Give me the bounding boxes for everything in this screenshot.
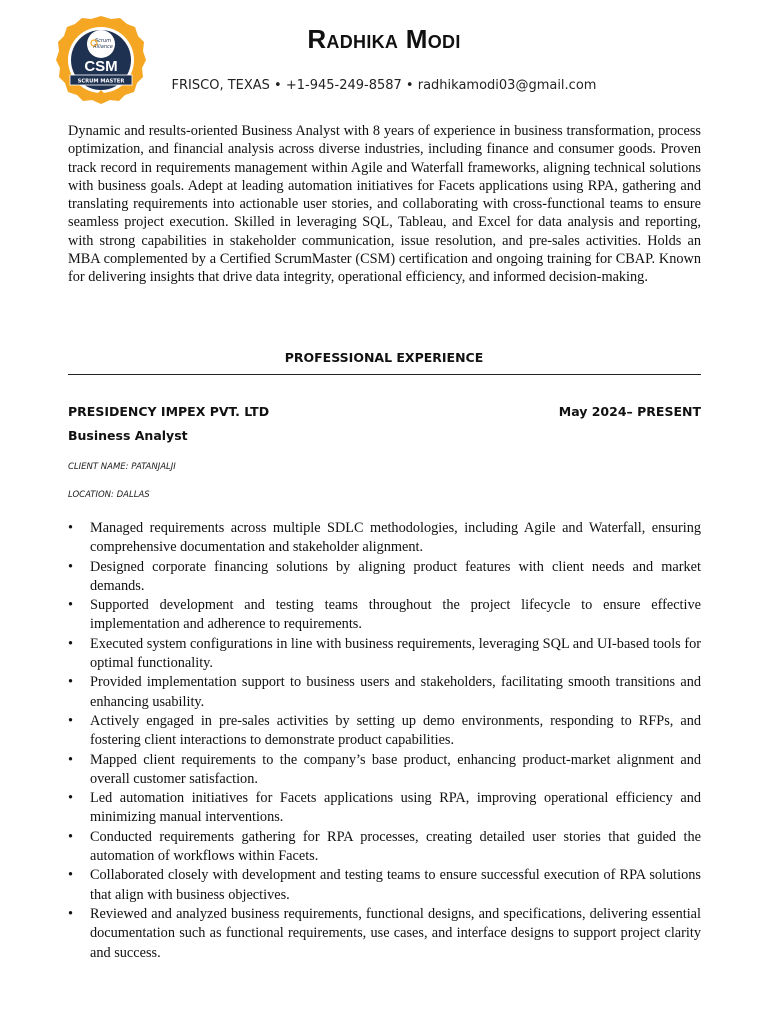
bullet-icon: • bbox=[68, 597, 74, 614]
list-item-text: Actively engaged in pre-sales activities by setting up demo environments, responding to RFPs, and fostering client interactions to demonstrate product capabilities. bbox=[90, 712, 701, 749]
list-item bbox=[68, 866, 701, 905]
list-item-text: Designed corporate financing solutions by aligning product features with client needs and market demands. bbox=[90, 558, 701, 594]
list-item bbox=[68, 596, 701, 635]
bullet-icon: • bbox=[68, 558, 74, 575]
bullet-icon: • bbox=[68, 712, 74, 729]
list-item-text: Conducted requirements gathering for RPA processes, creating detailed user stories that guided the automation of workflows within Facets. bbox=[90, 828, 701, 865]
professional-summary: Dynamic and results-oriented Business Analyst with 8 years of experience in business transformation, process optimization, and financial analysis across diverse industries, including finance and consumer goods. Proven track record in requirements management within Agile and Waterfall frameworks, aligning technical solutions with business goals. Adept at leading automation initiatives for Facets applications using RPA, gathering and translating requirements into actionable user stories, and collaborating with cross-functional teams to ensure seamless project execution. Skilled in leveraging SQL, Tableau, and Excel for data analysis and reporting, with strong capabilities in stakeholder communication, issue resolution, and pre-sales activities. Holds an MBA complemented by a Certified ScrumMaster (CSM) certification and ongoing training for CBAP. Known for delivering insights that drive data integrity, operational efficiency, and informed decision-making. bbox=[68, 123, 701, 286]
list-item bbox=[68, 519, 701, 558]
list-item bbox=[68, 673, 701, 712]
list-item-text: Mapped client requirements to the company’s base product, enhancing product-market alignment and overall customer satisfaction. bbox=[90, 751, 701, 787]
list-item bbox=[68, 789, 701, 828]
list-item-text: Provided implementation support to business users and stakeholders, facilitating smooth transitions and enhancing usability. bbox=[90, 674, 701, 710]
bullet-icon: • bbox=[68, 751, 74, 768]
employment-dates: May 2024– PRESENT bbox=[558, 404, 701, 419]
bullet-icon: • bbox=[68, 905, 74, 922]
list-item-text: Executed system configurations in line with business requirements, leveraging SQL and UI-based tools for optimal functionality. bbox=[90, 635, 701, 672]
list-item bbox=[68, 712, 701, 751]
bullet-icon: • bbox=[68, 635, 74, 652]
badge-org-line2: Alliance bbox=[93, 44, 113, 50]
bullet-icon: • bbox=[68, 520, 74, 536]
list-item-text: Supported development and testing teams throughout the project lifecycle to ensure effective implementation and adherence to requirements. bbox=[90, 597, 701, 633]
bullet-icon: • bbox=[68, 674, 74, 691]
section-title-experience: PROFESSIONAL EXPERIENCE bbox=[284, 350, 484, 365]
list-item bbox=[68, 635, 701, 674]
list-item-text: Managed requirements across multiple SDLC methodologies, including Agile and Waterfall, ensuring comprehensive documentation and stakeholder alignment. bbox=[90, 520, 701, 556]
list-item bbox=[68, 905, 701, 963]
company-name: PRESIDENCY IMPEX PVT. LTD bbox=[68, 404, 270, 419]
contact-line: FRISCO, TEXAS • +1-945-249-8587 • radhikamodi03@gmail.com bbox=[171, 78, 597, 93]
badge-title: CSM bbox=[84, 58, 118, 75]
list-item-text: Collaborated closely with development and testing teams to ensure successful execution of RPA solutions that align with business objectives. bbox=[90, 867, 701, 903]
bullet-icon: • bbox=[68, 828, 74, 845]
responsibility-list bbox=[68, 519, 701, 963]
section-divider bbox=[68, 374, 701, 375]
list-item-text: Led automation initiatives for Facets applications using RPA, improving operational efficiency and minimizing manual interventions. bbox=[90, 790, 701, 826]
job-title: Business Analyst bbox=[68, 428, 188, 443]
list-item bbox=[68, 751, 701, 790]
list-item bbox=[68, 828, 701, 867]
job-location: LOCATION: DALLAS bbox=[68, 490, 150, 500]
candidate-name: Radhika Modi bbox=[307, 24, 461, 54]
bullet-icon: • bbox=[68, 867, 74, 884]
badge-org-line1: Scrum bbox=[94, 38, 112, 44]
list-item-text: Reviewed and analyzed business requirements, functional designs, and specifications, delivering essential documentation such as functional requirements, use cases, and interface designs to support project clarity and success. bbox=[90, 905, 701, 961]
client-name: CLIENT NAME: PATANJALJI bbox=[68, 462, 176, 472]
bullet-icon: • bbox=[68, 790, 74, 807]
badge-ribbon: SCRUM MASTER bbox=[77, 78, 125, 85]
list-item bbox=[68, 558, 701, 597]
